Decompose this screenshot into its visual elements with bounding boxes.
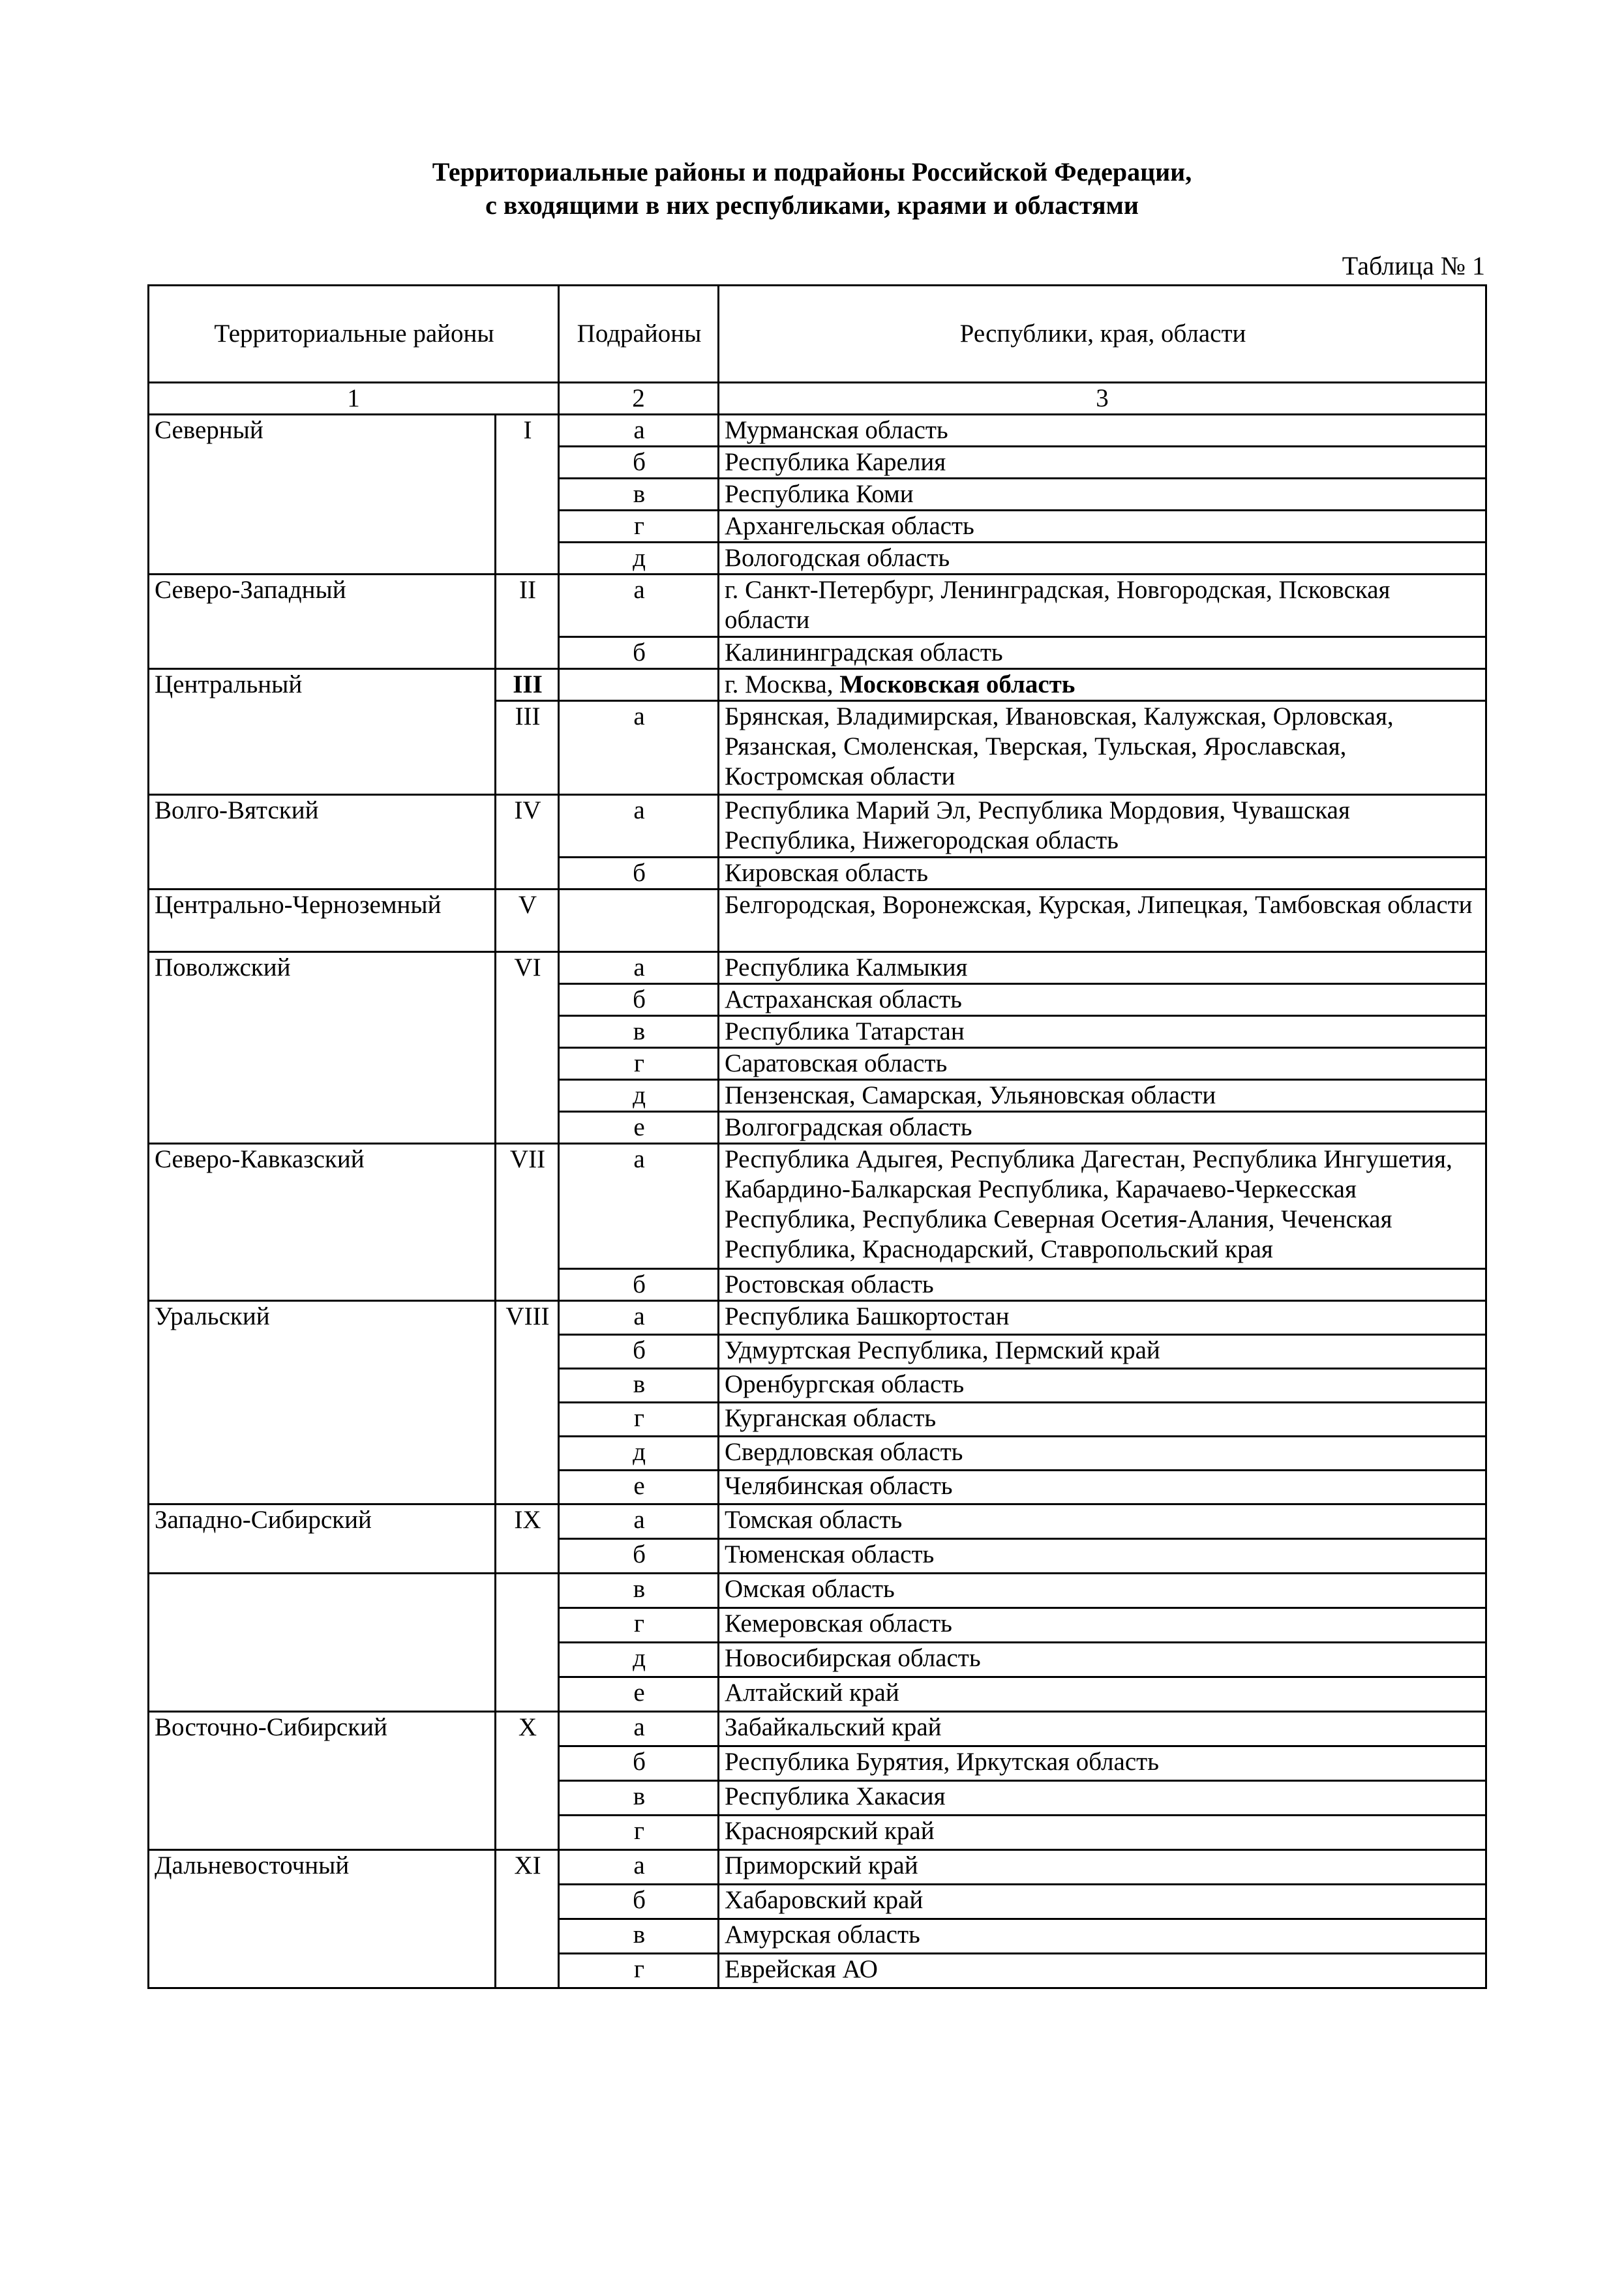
subregion-letter: в [559, 1016, 719, 1048]
header-subjects: Республики, края, области [719, 286, 1486, 383]
region-name: Центральный [149, 669, 496, 795]
title-line-2: с входящими в них республиками, краями и областями [485, 190, 1139, 220]
subregion-letter: а [559, 952, 719, 984]
subregion-letter: а [559, 575, 719, 637]
table-row [149, 1574, 1486, 1608]
region-name: Поволжский [149, 952, 496, 1144]
table-row [149, 1504, 1486, 1539]
subjects-cell: Республика Бурятия, Иркутская область [719, 1746, 1486, 1781]
subregion-letter [559, 890, 719, 952]
subregion-letter: г [559, 1954, 719, 1988]
subregion-letter [559, 669, 719, 701]
subregion-letter: д [559, 1080, 719, 1112]
subjects-cell: Приморский край [719, 1850, 1486, 1885]
subregion-letter: б [559, 637, 719, 669]
column-number: 3 [719, 383, 1486, 415]
subjects-cell: Республика Марий Эл, Республика Мордовия, Чувашская Республика, Нижегородская область [719, 795, 1486, 858]
column-number: 2 [559, 383, 719, 415]
table-row [149, 952, 1486, 984]
bold-region-text: Московская область [839, 670, 1075, 698]
subregion-letter: г [559, 511, 719, 543]
subregion-letter: в [559, 1369, 719, 1403]
region-name: Северо-Кавказский [149, 1144, 496, 1301]
subregion-letter: д [559, 543, 719, 575]
subjects-cell: Амурская область [719, 1919, 1486, 1954]
region-number: VII [496, 1144, 559, 1301]
subregion-letter: б [559, 1335, 719, 1369]
subjects-cell: Тюменская область [719, 1539, 1486, 1574]
subregion-letter: е [559, 1471, 719, 1504]
subjects-cell: Ростовская область [719, 1269, 1486, 1301]
region-number-continued [496, 1574, 559, 1712]
subjects-cell: Астраханская область [719, 984, 1486, 1016]
subjects-cell: Челябинская область [719, 1471, 1486, 1504]
subregion-letter: б [559, 984, 719, 1016]
subjects-cell: Оренбургская область [719, 1369, 1486, 1403]
subregion-letter: б [559, 1746, 719, 1781]
subregion-letter: а [559, 1504, 719, 1539]
header-regions: Территориальные районы [149, 286, 559, 383]
table-row [149, 1850, 1486, 1885]
subjects-cell: Волгоградская область [719, 1112, 1486, 1144]
region-number: III [496, 669, 559, 701]
table-row [149, 415, 1486, 447]
region-number: II [496, 575, 559, 669]
region-number: X [496, 1712, 559, 1850]
subregion-letter: в [559, 1919, 719, 1954]
subjects-cell: Вологодская область [719, 543, 1486, 575]
subregion-letter: а [559, 701, 719, 795]
subjects-cell: Республика Коми [719, 479, 1486, 511]
region-name: Дальневосточный [149, 1850, 496, 1988]
subregion-letter: в [559, 1574, 719, 1608]
subregion-letter: а [559, 795, 719, 858]
subregion-letter: б [559, 1269, 719, 1301]
subjects-cell: Еврейская АО [719, 1954, 1486, 1988]
subjects-cell: Омская область [719, 1574, 1486, 1608]
region-number: VIII [496, 1301, 559, 1504]
title-line-1: Территориальные районы и подрайоны Российской Федерации, [432, 157, 1192, 187]
table-row [149, 795, 1486, 858]
subjects-cell: Республика Калмыкия [719, 952, 1486, 984]
subjects-cell: Удмуртская Республика, Пермский край [719, 1335, 1486, 1369]
subjects-cell: Калининградская область [719, 637, 1486, 669]
subjects-cell: Томская область [719, 1504, 1486, 1539]
region-name: Волго-Вятский [149, 795, 496, 890]
region-name: Северо-Западный [149, 575, 496, 669]
region-number: XI [496, 1850, 559, 1988]
subregion-letter: б [559, 1539, 719, 1574]
subjects-cell: Новосибирская область [719, 1643, 1486, 1677]
subjects-cell: Хабаровский край [719, 1885, 1486, 1919]
region-name: Северный [149, 415, 496, 575]
region-number: I [496, 415, 559, 575]
subjects-cell: Республика Карелия [719, 447, 1486, 479]
table-row [149, 1144, 1486, 1269]
subjects-cell: г. Санкт-Петербург, Ленинградская, Новгородская, Псковская области [719, 575, 1486, 637]
table-row [149, 1301, 1486, 1335]
region-name: Западно-Сибирский [149, 1504, 496, 1574]
subregion-letter: г [559, 1403, 719, 1437]
subregion-letter: в [559, 479, 719, 511]
subjects-cell: Саратовская область [719, 1048, 1486, 1080]
subregion-letter: б [559, 858, 719, 890]
subjects-cell: Белгородская, Воронежская, Курская, Липецкая, Тамбовская области [719, 890, 1486, 952]
subregion-letter: а [559, 1144, 719, 1269]
region-name: Восточно-Сибирский [149, 1712, 496, 1850]
subregion-letter: е [559, 1677, 719, 1712]
subregion-letter: е [559, 1112, 719, 1144]
city-text: г. Москва, [725, 670, 840, 698]
table-row [149, 575, 1486, 637]
subregion-letter: а [559, 415, 719, 447]
region-number: IX [496, 1504, 559, 1574]
subregion-letter: г [559, 1048, 719, 1080]
subregion-letter: а [559, 1850, 719, 1885]
region-number: III [496, 701, 559, 795]
subjects-cell: Архангельская область [719, 511, 1486, 543]
document-title [0, 155, 1624, 222]
table-row [149, 890, 1486, 952]
table-row [149, 1712, 1486, 1746]
subjects-cell: Курганская область [719, 1403, 1486, 1437]
subjects-cell: Республика Хакасия [719, 1781, 1486, 1816]
subregion-letter: б [559, 1885, 719, 1919]
subjects-cell: Республика Адыгея, Республика Дагестан, Республика Ингушетия, Кабардино-Балкарская Республика, Карачаево-Черкесская Республика, Республика Северная Осетия-Алания, Чеченская Республика, Краснодарский, Ставропольский края [719, 1144, 1486, 1269]
column-number-row [149, 383, 1486, 415]
subregion-letter: г [559, 1608, 719, 1643]
region-number: VI [496, 952, 559, 1144]
subjects-cell: Республика Башкортостан [719, 1301, 1486, 1335]
subjects-cell: Республика Татарстан [719, 1016, 1486, 1048]
subjects-cell [719, 669, 1486, 701]
region-name: Центрально-Черноземный [149, 890, 496, 952]
subregion-letter: г [559, 1816, 719, 1850]
subregion-letter: а [559, 1712, 719, 1746]
subjects-cell: Брянская, Владимирская, Ивановская, Калужская, Орловская, Рязанская, Смоленская, Тверская, Тульская, Ярославская, Костромская области [719, 701, 1486, 795]
subjects-cell: Забайкальский край [719, 1712, 1486, 1746]
table-header-row [149, 286, 1486, 383]
subjects-cell: Кемеровская область [719, 1608, 1486, 1643]
table-row [149, 669, 1486, 701]
regions-table [147, 284, 1487, 1989]
subjects-cell: Алтайский край [719, 1677, 1486, 1712]
subregion-letter: д [559, 1643, 719, 1677]
region-name: Уральский [149, 1301, 496, 1504]
table-caption: Таблица № 1 [1342, 251, 1485, 280]
subjects-cell: Мурманская область [719, 415, 1486, 447]
subjects-cell: Кировская область [719, 858, 1486, 890]
region-number: V [496, 890, 559, 952]
region-name-continued [149, 1574, 496, 1712]
column-number: 1 [149, 383, 559, 415]
subjects-cell: Свердловская область [719, 1437, 1486, 1471]
region-number: IV [496, 795, 559, 890]
subjects-cell: Красноярский край [719, 1816, 1486, 1850]
header-subregions: Подрайоны [559, 286, 719, 383]
subregion-letter: б [559, 447, 719, 479]
subjects-cell: Пензенская, Самарская, Ульяновская области [719, 1080, 1486, 1112]
subregion-letter: а [559, 1301, 719, 1335]
subregion-letter: д [559, 1437, 719, 1471]
subregion-letter: в [559, 1781, 719, 1816]
